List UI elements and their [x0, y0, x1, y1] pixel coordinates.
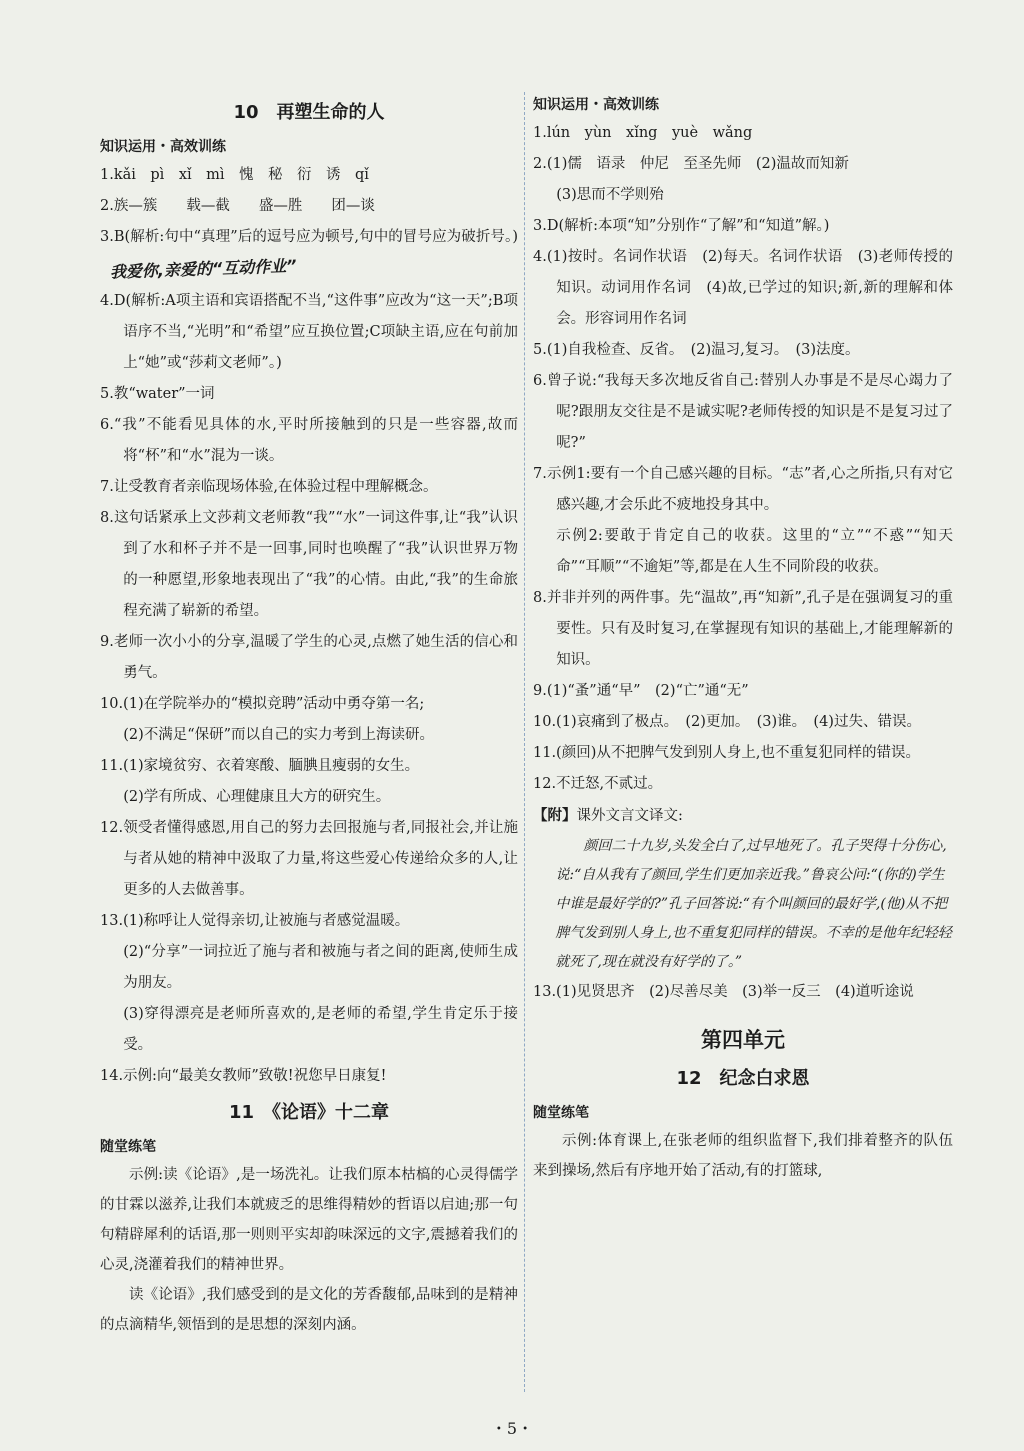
answer-item: (3)思而不学则殆	[556, 187, 664, 203]
section-heading: 随堂练笔	[100, 1139, 156, 1155]
answer-item: 13.(1)称呼让人觉得亲切,让被施与者感觉温暖。	[100, 913, 410, 929]
answer-item: 13.(1)见贤思齐 (2)尽善尽美 (3)举一反三 (4)道听途说	[533, 984, 914, 1000]
answer-item: (2)学有所成、心理健康且大方的研究生。	[123, 789, 391, 805]
unit-title: 第四单元	[701, 1028, 785, 1052]
answer-item: 7.示例1:要有一个自己感兴趣的目标。“志”者,心之所指,只有对它感兴趣,才会乐此不疲地投身其中。	[533, 466, 953, 513]
answer-item: 3.D(解析:本项“知”分别作“了解”和“知道”解。)	[533, 218, 830, 234]
lesson-10-title: 10 再塑生命的人	[233, 102, 385, 123]
lesson-11-title: 11 《论语》十二章	[228, 1102, 390, 1123]
answer-item: (3)穿得漂亮是老师所喜欢的,是老师的希望,学生肯定乐于接受。	[123, 1006, 518, 1053]
lesson-12-title: 12 纪念白求恩	[676, 1068, 810, 1089]
answer-item: (2)“分享”一词拉近了施与者和被施与者之间的距离,使师生成为朋友。	[123, 944, 518, 991]
page-number: ・5・	[490, 1419, 534, 1438]
answer-item: 7.让受教育者亲临现场体验,在体验过程中理解概念。	[100, 479, 438, 495]
answer-item: 8.并非并列的两件事。先“温故”,再“知新”,孔子是在强调复习的重要性。只有及时复习,在掌握现有知识的基础上,才能理解新的知识。	[533, 590, 953, 668]
answer-item: 14.示例:向“最美女教师”致敬!祝您早日康复!	[100, 1068, 387, 1084]
section-heading: 随堂练笔	[533, 1105, 589, 1121]
answer-item: 3.B(解析:句中“真理”后的逗号应为顿号,句中的冒号应为破折号。)我爱你,亲爱的“互动作业”	[100, 222, 518, 286]
answer-item: 6.曾子说:“我每天多次地反省自己:替别人办事是不是尽心竭力了呢?跟朋友交往是不是诚实呢?老师传授的知识是不是复习过了呢?”	[533, 373, 953, 451]
answer-item: 8.这句话紧承上文莎莉文老师教“我”“水”一词这件事,让“我”认识到了水和杯子并不是一回事,同时也唤醒了“我”认识世界万物的一种愿望,形象地表现出了“我”的心情。由此,“我”的生命旅程充满了崭新的希望。	[100, 510, 518, 619]
answer-item: 1.lún yùn xǐng yuè wǎng	[533, 125, 753, 141]
answer-item: 12.领受者懂得感恩,用自己的努力去回报施与者,同报社会,并让施与者从她的精神中汲取了力量,将这些爱心传递给众多的人,让更多的人去做善事。	[100, 820, 518, 898]
column-divider	[524, 92, 525, 1392]
answer-item: 1.kǎi pì xǐ mì 愧 秘 衍 诱 qǐ	[100, 167, 369, 183]
answer-item: 9.(1)“蚤”通“早” (2)“亡”通“无”	[533, 683, 749, 699]
practice-paragraph: 读《论语》,我们感受到的是文化的芳香馥郁,品味到的是精神的点滴精华,领悟到的是思想的深刻内涵。	[100, 1287, 518, 1333]
answer-item: 6.“我”不能看见具体的水,平时所接触到的只是一些容器,故而将“杯”和“水”混为一谈。	[100, 417, 518, 464]
answer-item: 11.(颜回)从不把脾气发到别人身上,也不重复犯同样的错误。	[533, 745, 920, 761]
answer-item: 4.D(解析:A项主语和宾语搭配不当,“这件事”应改为“这一天”;B项语序不当,“光明”和“希望”应互换位置;C项缺主语,应在句前加上“她”或“莎莉文老师”。)	[100, 293, 518, 371]
answer-item: 2.族—簇 载—截 盛—胜 团—谈	[100, 198, 375, 214]
answer-item: 5.教“water”一词	[100, 386, 215, 402]
section-heading: 知识运用・高效训练	[100, 139, 226, 155]
answer-item: 10.(1)哀痛到了极点。 (2)更加。 (3)谁。 (4)过失、错误。	[533, 714, 921, 730]
answer-item: 12.不迁怒,不贰过。	[533, 776, 663, 792]
answer-item: 5.(1)自我检查、反省。 (2)温习,复习。 (3)法度。	[533, 342, 860, 358]
practice-paragraph: 示例:体育课上,在张老师的组织监督下,我们排着整齐的队伍来到操场,然后有序地开始了活动,有的打篮球,	[533, 1133, 953, 1179]
answer-item: 2.(1)儒 语录 仲尼 至圣先师 (2)温故而知新	[533, 156, 849, 172]
section-heading: 知识运用・高效训练	[533, 97, 659, 113]
answer-item: 11.(1)家境贫穷、衣着寒酸、腼腆且瘦弱的女生。	[100, 758, 420, 774]
answer-item: 9.老师一次小小的分享,温暖了学生的心灵,点燃了她生活的信心和勇气。	[100, 634, 518, 681]
left-column	[100, 92, 518, 1340]
answer-item: (2)不满足“保研”而以自己的实力考到上海读研。	[123, 727, 435, 743]
translation-paragraph: 颜回二十九岁,头发全白了,过早地死了。孔子哭得十分伤心,说:“自从我有了颜回,学生们更加亲近我。”鲁哀公问:“(你的)学生中谁是最好学的?”孔子回答说:“有个叫颜回的最好学,(他)从不把脾气发到别人身上,也不重复犯同样的错误。不幸的是他年纪轻轻就死了,现在就没有好学的了。”	[555, 838, 952, 970]
handwritten-note: 我爱你,亲爱的“互动作业”	[109, 256, 297, 282]
practice-paragraph: 示例:读《论语》,是一场洗礼。让我们原本枯槁的心灵得儒学的甘霖以滋养,让我们本就疲乏的思维得精妙的哲语以启迪;那一句句精辟犀利的话语,那一则则平实却韵味深远的文字,震撼着我们的心灵,浇灌着我们的精神世界。	[100, 1167, 518, 1273]
attachment-heading: 【附】课外文言文译文:	[533, 807, 683, 824]
answer-item: 4.(1)按时。名词作状语 (2)每天。名词作状语 (3)老师传授的知识。动词用作名词 (4)故,已学过的知识;新,新的理解和体会。形容词用作名词	[533, 249, 953, 327]
answer-item: 10.(1)在学院举办的“模拟竞聘”活动中勇夺第一名;	[100, 696, 425, 712]
right-column	[533, 92, 953, 1186]
answer-item: 示例2:要敢于肯定自己的收获。这里的“立”“不惑”“知天命”“耳顺”“不逾矩”等,都是在人生不同阶段的收获。	[556, 528, 953, 575]
